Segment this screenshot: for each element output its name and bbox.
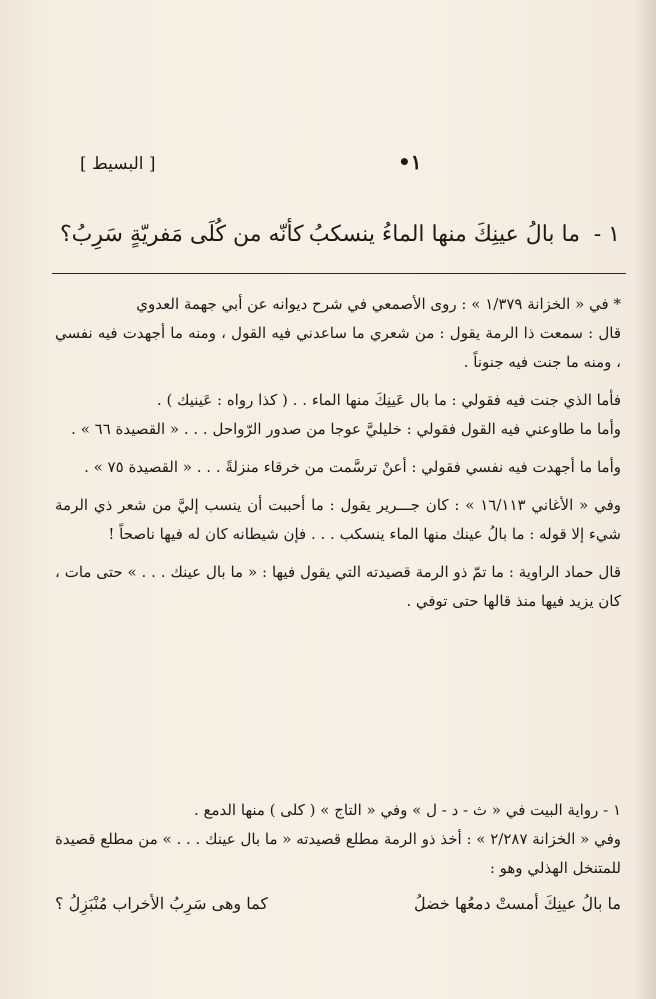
- note-paragraph: وفي « الأغاني ١٦/١١٣ » : كان جـــرير يقول : ما أحببت أن ينسب إليَّ من شعر ذي الرمة شيء إلا قوله : ما بالُ عينك منها الماء ينسكب . . . فإن شيطانه كان له فيها ناصحاً !: [55, 496, 622, 543]
- poem-number: ١•: [398, 150, 422, 174]
- verse-number: ١ -: [593, 222, 620, 247]
- note-paragraph: وأما ما طاوعني فيه القول فقولي : خليليَّ عوجا من صدور الرّواحل . . . « القصيدة ٦٦ » .: [71, 420, 621, 438]
- variant-note: ١ - رواية البيت في « ث - د - ل » وفي « التاج » ( كلى ) منها الدمع .: [193, 801, 621, 819]
- quoted-couplet: [55, 887, 621, 921]
- note-paragraph: فأما الذي جنت فيه فقولي : ما بال عَينِكَ منها الماء . . ( كذا رواه : عَينيك ) .: [156, 391, 621, 409]
- verse-hemistich-1: ما بالُ عينِكَ منها الماءُ ينسكبُ: [308, 222, 580, 247]
- meter-label: [ البسيط ]: [80, 154, 156, 174]
- note-paragraph: قال : سمعت ذا الرمة يقول : من شعري ما ساعدني فيه القول ، ومنه ما أجهدت فيه نفسي ، ومنه ما جنت فيه جنوناً .: [55, 324, 621, 371]
- page-edge-shadow: [634, 0, 656, 999]
- poem-header: [80, 148, 620, 188]
- notes-section: [55, 290, 621, 625]
- note-paragraph: قال حماد الراوية : ما تمّ ذو الرمة قصيدته التي يقول فيها : « ما بال عينك . . . » حتى مات ، كان يزيد فيها منذ قالها حتى توفي .: [55, 563, 621, 610]
- couplet-hemistich-1: ما بالُ عينِكَ أمستْ دمعُها خضلُ: [413, 894, 621, 913]
- divider-rule: [52, 273, 626, 274]
- note-paragraph: وأما ما أجهدت فيه نفسي فقولي : أعنْ ترسَّمت من خرقاء منزلةً . . . « القصيدة ٧٥ » .: [84, 458, 621, 476]
- note-paragraph: * في « الخزانة ١/٣٧٩ » : روى الأصمعي في شرح ديوانه عن أبي جهمة العدوي: [136, 295, 621, 313]
- verse-line: [60, 218, 620, 258]
- couplet-hemistich-2: كما وهى سَرِبُ الأخراب مُنْبَزِلُ ؟: [55, 894, 268, 913]
- variant-notes-section: [55, 796, 621, 921]
- verse-hemistich-2: كأنّه من كُلَى مَفريّةٍ سَرِبُ؟: [60, 222, 304, 247]
- variant-note: وفي « الخزانة ٢/٢٨٧ » : أخذ ذو الرمة مطلع قصيدته « ما بال عينك . . . » من مطلع قصيدة للمتنخل الهذلي وهو :: [55, 830, 621, 877]
